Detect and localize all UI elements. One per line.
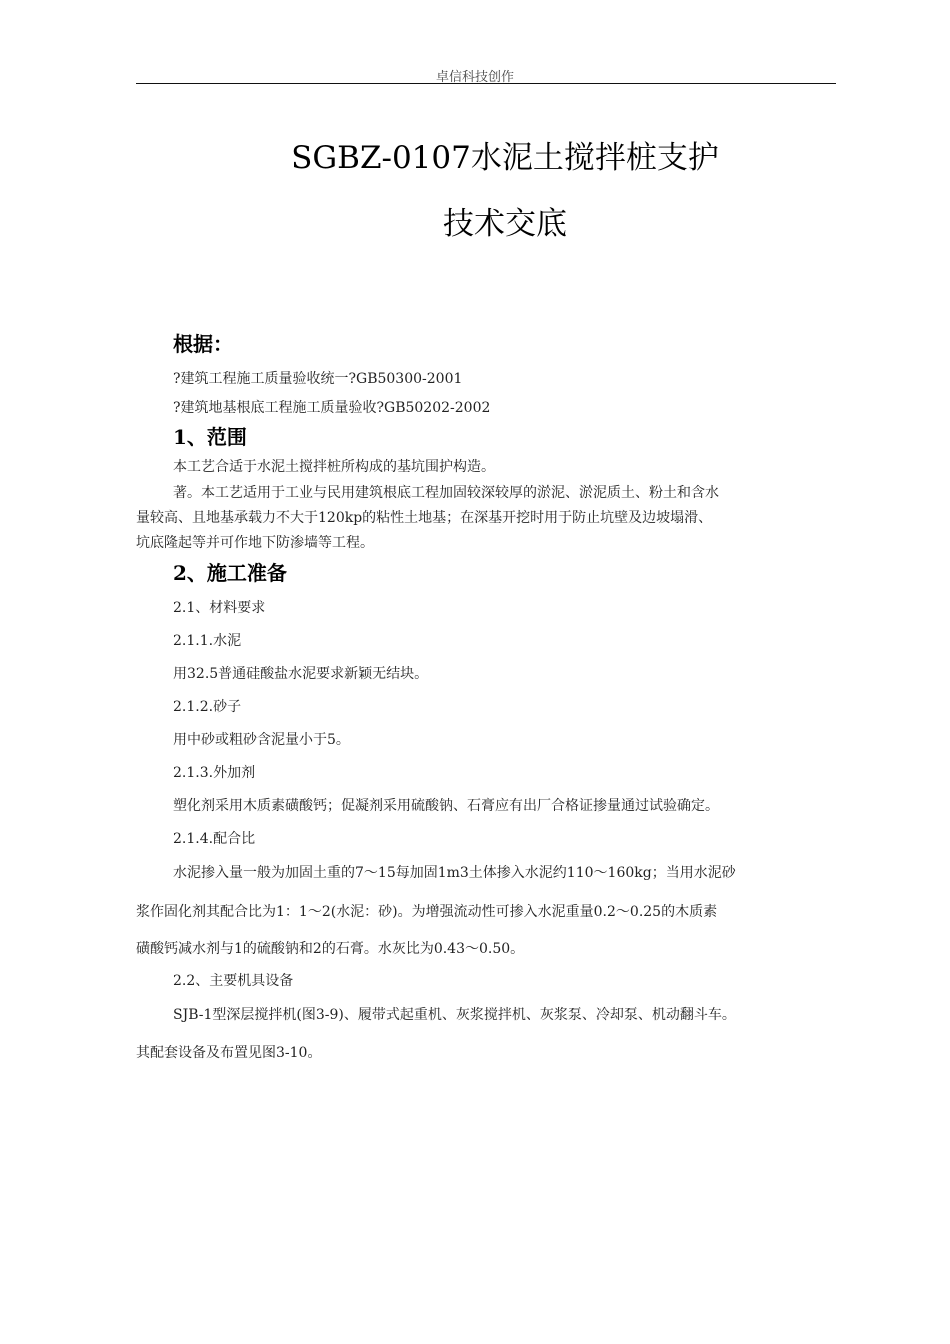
page-header: 卓信科技创作 <box>435 70 514 85</box>
section-2-1-4-line: 磺酸钙减水剂与1的硫酸钠和2的石膏。水灰比为0.43～0.50。 <box>136 941 525 957</box>
scope-heading: 1、范围 <box>173 425 247 449</box>
scope-paragraph: 本工艺合适于水泥土搅拌桩所构成的基坑围护构造。 <box>173 459 495 475</box>
section-2-1-2-text: 用中砂或粗砂含泥量小于5。 <box>173 732 350 748</box>
basis-item: ?建筑工程施工质量验收统一?GB50300-2001 <box>173 371 463 387</box>
section-2-1-4: 2.1.4.配合比 <box>173 831 256 847</box>
section-2-1-2: 2.1.2.砂子 <box>173 699 242 715</box>
section-2-1-1-text: 用32.5普通硅酸盐水泥要求新颖无结块。 <box>173 666 429 682</box>
header-rule <box>136 83 836 84</box>
section-2-2: 2.2、主要机具设备 <box>173 973 294 989</box>
scope-paragraph-line: 量较高、且地基承载力不大于120kp的粘性土地基；在深基开挖时用于防止坑壁及边坡塌滑、 <box>136 510 713 526</box>
basis-item: ?建筑地基根底工程施工质量验收?GB50202-2002 <box>173 400 491 416</box>
section-2-2-line: SJB-1型深层搅拌机(图3-9)、履带式起重机、灰浆搅拌机、灰浆泵、冷却泵、机动翻斗车。 <box>173 1007 736 1023</box>
section-2-1-4-line: 水泥掺入量一般为加固土重的7～15每加固1m3土体掺入水泥约110～160kg；当用水泥砂 <box>173 865 736 881</box>
document-subtitle: 技术交底 <box>443 206 567 242</box>
section-2-2-line: 其配套设备及布置见图3-10。 <box>136 1045 322 1061</box>
document-title: SGBZ-0107水泥土搅拌桩支护 <box>291 140 719 176</box>
section-2-1-1: 2.1.1.水泥 <box>173 633 242 649</box>
basis-heading: 根据： <box>173 332 233 356</box>
section-2-1-4-line: 浆作固化剂其配合比为1：1～2(水泥：砂)。为增强流动性可掺入水泥重量0.2～0.25的木质素 <box>136 904 718 920</box>
section-2-1: 2.1、材料要求 <box>173 600 266 616</box>
section-2-1-3-text: 塑化剂采用木质素磺酸钙；促凝剂采用硫酸钠、石膏应有出厂合格证掺量通过试验确定。 <box>173 798 719 814</box>
scope-paragraph-line: 坑底隆起等并可作地下防渗墙等工程。 <box>136 535 374 551</box>
prep-heading: 2、施工准备 <box>173 561 287 585</box>
scope-paragraph-line: 著。本工艺适用于工业与民用建筑根底工程加固较深较厚的淤泥、淤泥质土、粉土和含水 <box>173 485 719 501</box>
section-2-1-3: 2.1.3.外加剂 <box>173 765 256 781</box>
